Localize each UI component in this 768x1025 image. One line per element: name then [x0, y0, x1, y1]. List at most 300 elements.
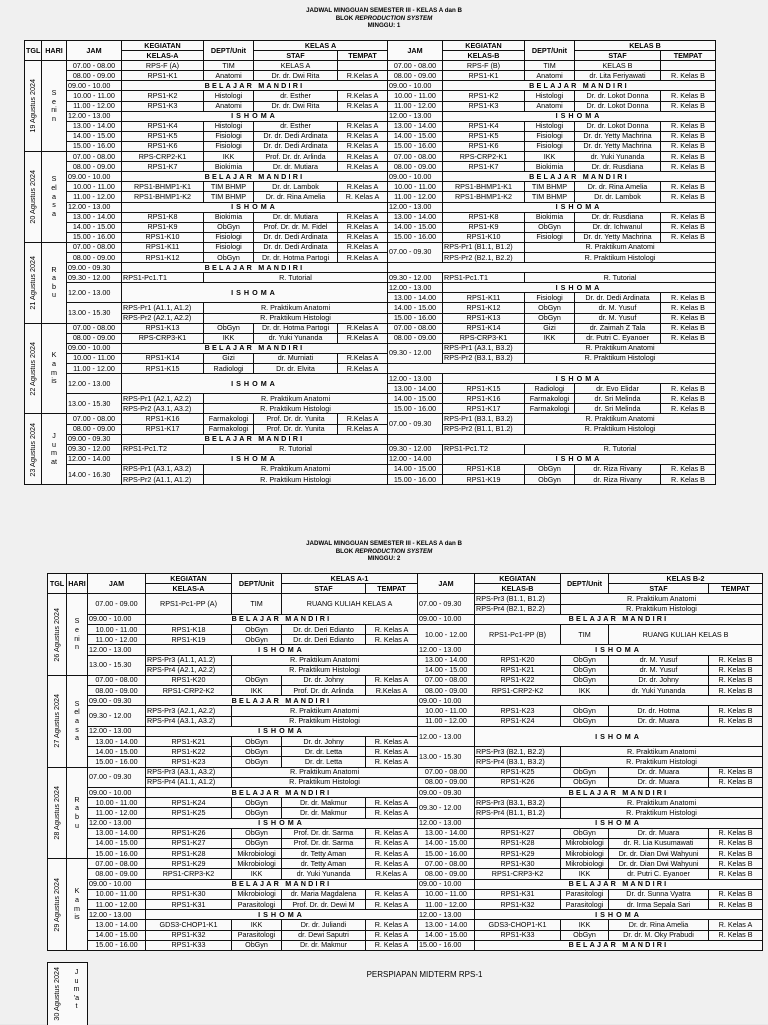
activity-cell: RPS-CRP3-K1 [122, 333, 204, 343]
activity-cell: RPS-CRP2-K1 [443, 152, 525, 162]
time-cell: 15.00 - 16.00 [388, 141, 443, 151]
time-cell: 12.00 - 13.00 [388, 202, 443, 212]
table-row [25, 141, 716, 151]
time-cell: 09.00 - 10.00 [418, 614, 475, 624]
activity-cell: RPS1-K1 [443, 71, 525, 81]
ishoma-cell: ISHOMA [122, 374, 388, 394]
room-cell: R.Kelas A [338, 364, 388, 374]
dept-cell: ObGyn [232, 940, 282, 950]
room-cell: R. Kelas B [661, 121, 716, 131]
table-row [48, 747, 763, 757]
activity-cell: RPS1-K27 [475, 828, 561, 838]
time-cell: 14.00 - 15.00 [418, 930, 475, 940]
header-kelas-b-sub: KELAS-B [443, 51, 525, 61]
staff-cell: dr. Esther [254, 121, 338, 131]
room-cell: R. Praktikum Anatomi [204, 464, 388, 474]
room-cell: R. Kelas A [366, 889, 418, 899]
dept-cell: ObGyn [232, 737, 282, 747]
table-row [25, 333, 716, 343]
activity-cell: RPS1-K11 [443, 293, 525, 303]
ishoma-cell: ISHOMA [443, 374, 716, 384]
activity-cell: RPS1-K4 [443, 121, 525, 131]
ishoma-cell: ISHOMA [443, 454, 716, 464]
room-cell: R. Kelas A [366, 624, 418, 634]
friday-week2 [47, 962, 762, 1024]
time-cell: 11.00 - 12.00 [67, 192, 122, 202]
room-cell: R. Kelas A [366, 808, 418, 818]
time-cell: 14.00 - 15.00 [388, 131, 443, 141]
time-cell: 15.00 - 16.00 [88, 849, 146, 859]
activity-cell: RPS1-K9 [443, 222, 525, 232]
time-cell: 08.00 - 09.00 [67, 424, 122, 434]
time-cell: 09.00 - 09.30 [67, 263, 122, 273]
dept-cell: Fisiologi [525, 141, 575, 151]
dept-cell: Parasitologi [561, 900, 609, 910]
activity-cell: RPS1-K29 [475, 849, 561, 859]
time-cell: 13.00 - 14.00 [88, 828, 146, 838]
time-cell: 15.00 - 16.00 [67, 232, 122, 242]
room-cell: R. Kelas B [661, 182, 716, 192]
table-row [25, 81, 716, 91]
dept-cell: Biokimia [525, 212, 575, 222]
activity-cell: RPS1-K8 [122, 212, 204, 222]
time-cell: 12.00 - 13.00 [88, 818, 146, 828]
room-cell: R. Kelas B [709, 655, 763, 665]
activity-cell: RPS-Pr3 (B2.1, B2.2) [475, 747, 561, 757]
room-cell: R. Praktikum Histologi [525, 424, 716, 434]
staff-cell: Prof. Dr. dr. Yunita [254, 424, 338, 434]
table-row [48, 675, 763, 685]
activity-cell: RPS-Pr1 (A2.1, A2.2) [122, 394, 204, 404]
room-cell: R.Kelas A [338, 252, 388, 262]
dept-cell: Farmakologi [204, 414, 254, 424]
table-row [48, 696, 763, 706]
date-cell [25, 61, 42, 152]
time-cell: 13.00 - 14.00 [67, 121, 122, 131]
room-cell: R. Kelas B [661, 101, 716, 111]
ishoma-cell: ISHOMA [122, 283, 388, 303]
room-cell: R. Kelas B [709, 859, 763, 869]
header-jam: JAM [88, 574, 146, 594]
dept-cell: ObGyn [561, 716, 609, 726]
room-cell: R. Kelas A [338, 192, 388, 202]
activity-cell: RPS1-Pc1-PP (A) [146, 594, 232, 614]
staff-cell: Dr. dr. Mutiara [254, 162, 338, 172]
dept-cell: Histologi [525, 91, 575, 101]
staff-cell: dr. Maria Magdalena [282, 889, 366, 899]
dept-cell: Anatomi [525, 71, 575, 81]
time-cell: 08.00 - 09.00 [88, 686, 146, 696]
room-cell: R. Kelas B [661, 91, 716, 101]
dept-cell: Fisiologi [204, 131, 254, 141]
time-cell: 09.00 - 10.00 [388, 172, 443, 182]
room-cell: R. Kelas B [661, 475, 716, 485]
activity-cell: RPS1-K2 [443, 91, 525, 101]
time-cell: 15.00 - 16.00 [418, 849, 475, 859]
activity-cell: RPS1-K3 [443, 101, 525, 111]
date-label: 27 Agustus 2024 [52, 694, 61, 748]
belajar-mandiri-cell: BELAJAR MANDIRI [122, 81, 388, 91]
table-row [48, 859, 763, 869]
friday-date-cell [47, 962, 68, 1025]
belajar-mandiri-cell: BELAJAR MANDIRI [443, 81, 716, 91]
dept-cell: ObGyn [204, 222, 254, 232]
time-cell: 10.00 - 11.00 [88, 798, 146, 808]
dept-cell: ObGyn [561, 655, 609, 665]
dept-cell: ObGyn [204, 323, 254, 333]
activity-cell: RPS-Pr1 (A3.1, B3.2) [443, 343, 525, 353]
header-kegiatan: KEGIATAN [146, 574, 232, 584]
time-cell: 13.00 - 14.00 [388, 293, 443, 303]
staff-cell: dr. Putri C. Eyanoer [609, 869, 709, 879]
activity-cell: RPS1-K18 [146, 624, 232, 634]
dept-cell: Parasitologi [232, 900, 282, 910]
date-cell [25, 323, 42, 414]
activity-cell: RPS1-K32 [475, 900, 561, 910]
time-cell: 12.00 - 13.00 [88, 645, 146, 655]
activity-cell: GDS3-CHOP1-K1 [475, 920, 561, 930]
room-cell: R.Kelas A [338, 101, 388, 111]
time-cell: 14.00 - 15.00 [67, 131, 122, 141]
dept-cell: ObGyn [561, 706, 609, 716]
dept-cell: TIM BHMP [525, 192, 575, 202]
activity-cell: RPS-Pr4 (B3.1, B3.2) [475, 757, 561, 767]
ishoma-cell: ISHOMA [122, 454, 388, 464]
dept-cell: TIM BHMP [525, 182, 575, 192]
room-cell: R. Praktikum Anatomi [525, 343, 716, 353]
time-cell: 08.00 - 09.00 [67, 252, 122, 262]
belajar-mandiri-cell: BELAJAR MANDIRI [475, 940, 763, 950]
staff-cell: dr. Dewi Saputri [282, 930, 366, 940]
time-cell: 14.00 - 15.00 [418, 838, 475, 848]
time-cell: 08.00 - 09.00 [67, 71, 122, 81]
activity-cell: RPS1-K23 [146, 757, 232, 767]
time-cell: 07.00 - 08.00 [67, 242, 122, 252]
table-row [25, 475, 716, 485]
staff-cell: Dr. dr. Yetty Machrina [575, 141, 661, 151]
staff-cell: Dr. dr. M. Oky Prabudi [609, 930, 709, 940]
dept-cell: IKK [204, 152, 254, 162]
activity-cell: RPS-Pr3 (A2.1, A2.2) [146, 706, 232, 716]
time-cell: 09.00 - 09.30 [418, 787, 475, 797]
table-row [48, 594, 763, 604]
room-cell: R. Kelas A [366, 828, 418, 838]
activity-cell: RPS1-K14 [443, 323, 525, 333]
time-cell: 11.00 - 12.00 [67, 101, 122, 111]
table-row [25, 252, 716, 262]
dept-cell: ObGyn [232, 675, 282, 685]
date-label: 29 Agustus 2024 [52, 877, 61, 932]
room-cell: R. Kelas B [709, 665, 763, 675]
table-row [25, 222, 716, 232]
dept-cell: IKK [232, 869, 282, 879]
day-label: Senin [51, 87, 57, 123]
day-cell [67, 594, 88, 676]
activity-cell: RPS1-K12 [122, 252, 204, 262]
activity-cell: RPS1-K26 [475, 777, 561, 787]
staff-cell: Dr. dr. Makmur [282, 798, 366, 808]
time-cell: 07.00 - 09.30 [388, 414, 443, 434]
staff-cell: KELAS B [575, 61, 661, 71]
activity-cell: RPS-Pr4 (A2.1, A2.2) [146, 665, 232, 675]
dept-cell: ObGyn [232, 757, 282, 767]
staff-cell: Dr. dr. Lokot Donna [575, 121, 661, 131]
staff-cell: Dr. dr. Lambok [575, 192, 661, 202]
time-cell: 09.30 - 12.00 [88, 706, 146, 726]
room-cell: R. Kelas B [661, 222, 716, 232]
belajar-mandiri-cell: BELAJAR MANDIRI [475, 879, 763, 889]
dept-cell: ObGyn [561, 777, 609, 787]
time-cell: 07.00 - 09.00 [88, 594, 146, 614]
staff-cell: Dr. dr. Dian Dwi Wahyuni [609, 859, 709, 869]
staff-cell: Dr. dr. Rina Amelia [575, 182, 661, 192]
dept-cell: Mikrobiologi [232, 859, 282, 869]
time-cell: 07.00 - 08.00 [418, 675, 475, 685]
header-kelas-a-sub: KELAS-A [146, 584, 232, 594]
ishoma-cell: ISHOMA [475, 910, 763, 920]
activity-cell: RPS1-K11 [122, 242, 204, 252]
activity-cell: RPS-CRP2-K1 [122, 152, 204, 162]
room-cell: R. Kelas A [366, 849, 418, 859]
header-tempat-b: TEMPAT [661, 51, 716, 61]
activity-cell: RPS-Pr1 (A3.1, A3.2) [122, 464, 204, 474]
table-row [48, 777, 763, 787]
header-row [48, 584, 763, 594]
dept-cell: Farmakologi [525, 404, 575, 414]
activity-cell: RPS1-K23 [475, 706, 561, 716]
room-cell: R. Kelas A [709, 920, 763, 930]
activity-cell: RPS1-BHMP1-K1 [443, 182, 525, 192]
time-cell: 12.00 - 13.00 [388, 374, 443, 384]
staff-cell: Dr. dr. Hotma [609, 706, 709, 716]
header-tempat: TEMPAT [366, 584, 418, 594]
room-cell: R. Praktikum Histologi [561, 757, 763, 767]
dept-cell: IKK [204, 333, 254, 343]
room-cell: R. Kelas A [366, 737, 418, 747]
time-cell: 07.00 - 08.00 [388, 323, 443, 333]
day-cell [42, 242, 67, 323]
activity-cell: RPS1-K9 [122, 222, 204, 232]
time-cell: 09.00 - 10.00 [67, 172, 122, 182]
activity-cell: RPS-Pr2 (B2.1, B2.2) [443, 252, 525, 262]
dept-cell: ObGyn [232, 624, 282, 634]
friday-date: 30 Agustus 2024 [52, 967, 61, 1021]
staff-cell: Dr. dr. Dedi Ardinata [254, 242, 338, 252]
room-cell: R. Kelas B [709, 900, 763, 910]
staff-cell: dr. Irma Sepala Sari [609, 900, 709, 910]
staff-cell: Dr. dr. Dian Dwi Wahyuni [609, 849, 709, 859]
dept-cell: Anatomi [525, 101, 575, 111]
table-row [25, 454, 716, 464]
time-cell: 12.00 - 13.00 [418, 726, 475, 746]
dept-cell: ObGyn [525, 222, 575, 232]
time-cell: 11.00 - 12.00 [88, 900, 146, 910]
room-cell: R. Kelas A [366, 920, 418, 930]
header-staf-b: STAF [575, 51, 661, 61]
header-jam-b: JAM [418, 574, 475, 594]
room-cell: R. Kelas A [366, 747, 418, 757]
header-dept-b: DEPT/Unit [561, 574, 609, 594]
time-cell: 07.00 - 09.30 [418, 594, 475, 614]
dept-cell: TIM [561, 624, 609, 644]
staff-cell: Dr. dr. Muara [609, 777, 709, 787]
room-cell: R. Praktikum Histologi [561, 808, 763, 818]
time-cell: 09.00 - 10.00 [388, 81, 443, 91]
table-row [25, 394, 716, 404]
time-cell: 14.00 - 15.00 [88, 838, 146, 848]
dept-cell: Farmakologi [204, 424, 254, 434]
room-cell: RUANG KULIAH KELAS B [609, 624, 763, 644]
dept-cell: ObGyn [561, 665, 609, 675]
time-cell: 09.00 - 10.00 [418, 696, 475, 706]
staff-cell: Dr. dr. Lambok [254, 182, 338, 192]
belajar-mandiri-cell: BELAJAR MANDIRI [122, 434, 388, 444]
table-row [25, 323, 716, 333]
dept-cell: ObGyn [232, 808, 282, 818]
time-cell: 13.00 - 15.30 [88, 655, 146, 675]
staff-cell: Dr. dr. Deri Edianto [282, 635, 366, 645]
day-label: Senin [74, 616, 80, 652]
table-row [48, 787, 763, 797]
time-cell: 12.00 - 13.00 [67, 202, 122, 212]
staff-cell: dr. Tetty Aman [282, 859, 366, 869]
room-cell: R. Kelas A [366, 635, 418, 645]
header-staf: STAF [282, 584, 366, 594]
table-row [48, 614, 763, 624]
time-cell: 12.00 - 13.00 [388, 111, 443, 121]
time-cell: 15.00 - 16.00 [88, 940, 146, 950]
activity-cell: RPS1-K33 [475, 930, 561, 940]
belajar-mandiri-cell [475, 696, 763, 706]
staff-cell: dr. Sri Melinda [575, 404, 661, 414]
activity-cell: RPS1-K8 [443, 212, 525, 222]
ishoma-cell: ISHOMA [146, 726, 418, 736]
room-cell: R.Kelas A [338, 353, 388, 363]
day-cell [42, 61, 67, 152]
staff-cell: dr. M. Yusuf [609, 665, 709, 675]
header-staf-b: STAF [609, 584, 709, 594]
staff-cell: Prof. Dr. dr. Dewi M [282, 900, 366, 910]
time-cell: 09.30 - 12.00 [67, 444, 122, 454]
header-staf: STAF [254, 51, 338, 61]
time-cell: 12.00 - 13.00 [88, 910, 146, 920]
time-cell: 10.00 - 11.00 [388, 182, 443, 192]
room-cell: R.Kelas A [338, 333, 388, 343]
day-cell [42, 152, 67, 243]
table-row [25, 414, 716, 424]
time-cell: 13.00 - 14.00 [418, 920, 475, 930]
table-row [25, 404, 716, 414]
dept-cell: IKK [232, 920, 282, 930]
time-cell: 10.00 - 11.00 [88, 889, 146, 899]
time-cell: 14.00 - 15.00 [67, 222, 122, 232]
dept-cell: Biokimia [204, 162, 254, 172]
belajar-mandiri-cell: BELAJAR MANDIRI [122, 343, 388, 353]
dept-cell: Fisiologi [525, 293, 575, 303]
staff-cell: Dr. dr. Rina Amelia [609, 920, 709, 930]
activity-cell: RPS-Pr2 (A3.1, A3.2) [122, 404, 204, 414]
activity-cell: RPS-F (B) [443, 61, 525, 71]
staff-cell: dr. Riza Rivany [575, 475, 661, 485]
dept-cell: Fisiologi [204, 242, 254, 252]
staff-cell: Dr. dr. Sunna Vyatra [609, 889, 709, 899]
time-cell: 14.00 - 15.00 [418, 665, 475, 675]
date-label: 26 Agustus 2024 [52, 607, 61, 662]
time-cell: 09.30 - 12.00 [388, 273, 443, 283]
header-kelas-b-sub: KELAS-B [475, 584, 561, 594]
staff-cell: dr. Putri C. Eyanoer [575, 333, 661, 343]
time-cell: 15.00 - 16.00 [388, 475, 443, 485]
room-cell: R. Tutorial [204, 444, 388, 454]
header-jam: JAM [67, 41, 122, 61]
table-row [48, 798, 763, 808]
room-cell [338, 61, 388, 71]
table-row [25, 111, 716, 121]
time-cell: 14.00 - 15.00 [388, 394, 443, 404]
dept-cell: IKK [232, 686, 282, 696]
time-cell: 13.00 - 15.30 [67, 303, 122, 323]
time-cell: 09.00 - 10.00 [67, 343, 122, 353]
activity-cell: RPS1-K6 [443, 141, 525, 151]
time-cell: 13.00 - 15.30 [418, 747, 475, 767]
staff-cell: Dr. dr. Dedi Ardinata [254, 232, 338, 242]
time-cell: 12.00 - 13.00 [67, 111, 122, 121]
activity-cell: RPS1-K22 [146, 747, 232, 757]
staff-cell: Dr. dr. Deri Edianto [282, 624, 366, 634]
ishoma-cell: ISHOMA [443, 202, 716, 212]
room-cell: R. Kelas B [709, 706, 763, 716]
table-row [48, 910, 763, 920]
time-cell: 11.00 - 12.00 [88, 808, 146, 818]
room-cell: R. Praktikum Histologi [232, 777, 418, 787]
dept-cell: Mikrobiologi [232, 849, 282, 859]
time-cell: 07.00 - 09.30 [388, 242, 443, 262]
activity-cell: RPS-CRP3-K1 [443, 333, 525, 343]
room-cell: R. Praktikum Histologi [204, 313, 388, 323]
table-row [25, 444, 716, 454]
dept-cell: Gizi [204, 353, 254, 363]
activity-cell: RPS-F (A) [122, 61, 204, 71]
staff-cell: Dr. dr. Johny [282, 737, 366, 747]
activity-cell: RPS1-K2 [122, 91, 204, 101]
time-cell: 10.00 - 11.00 [88, 624, 146, 634]
time-cell: 09.00 - 10.00 [88, 614, 146, 624]
room-cell: R. Kelas B [661, 162, 716, 172]
time-cell: 14.00 - 15.00 [388, 222, 443, 232]
room-cell: R. Praktikum Anatomi [561, 798, 763, 808]
friday-day: Jum'at [73, 967, 80, 1011]
midterm-note: PERSPIAPAN MIDTERM RPS-1 [366, 970, 483, 979]
date-label: 19 Agustus 2024 [28, 79, 37, 133]
staff-cell: Dr. dr. Yetty Machrina [575, 232, 661, 242]
activity-cell: RPS1-K24 [475, 716, 561, 726]
table-row [25, 202, 716, 212]
room-cell: R.Kelas A [338, 232, 388, 242]
room-cell: R.Kelas A [338, 141, 388, 151]
dept-cell: Histologi [204, 121, 254, 131]
dept-cell: ObGyn [232, 828, 282, 838]
time-cell: 07.00 - 08.00 [88, 675, 146, 685]
activity-cell: RPS1-K17 [443, 404, 525, 414]
dept-cell: TIM [204, 61, 254, 71]
time-cell: 07.00 - 08.00 [67, 61, 122, 71]
table-row [25, 91, 716, 101]
dept-cell: Fisiologi [525, 232, 575, 242]
activity-cell: RPS1-K20 [475, 655, 561, 665]
activity-cell: RPS1-K25 [146, 808, 232, 818]
staff-cell: Dr. dr. Elvita [254, 364, 338, 374]
room-cell: R. Praktikum Histologi [204, 475, 388, 485]
